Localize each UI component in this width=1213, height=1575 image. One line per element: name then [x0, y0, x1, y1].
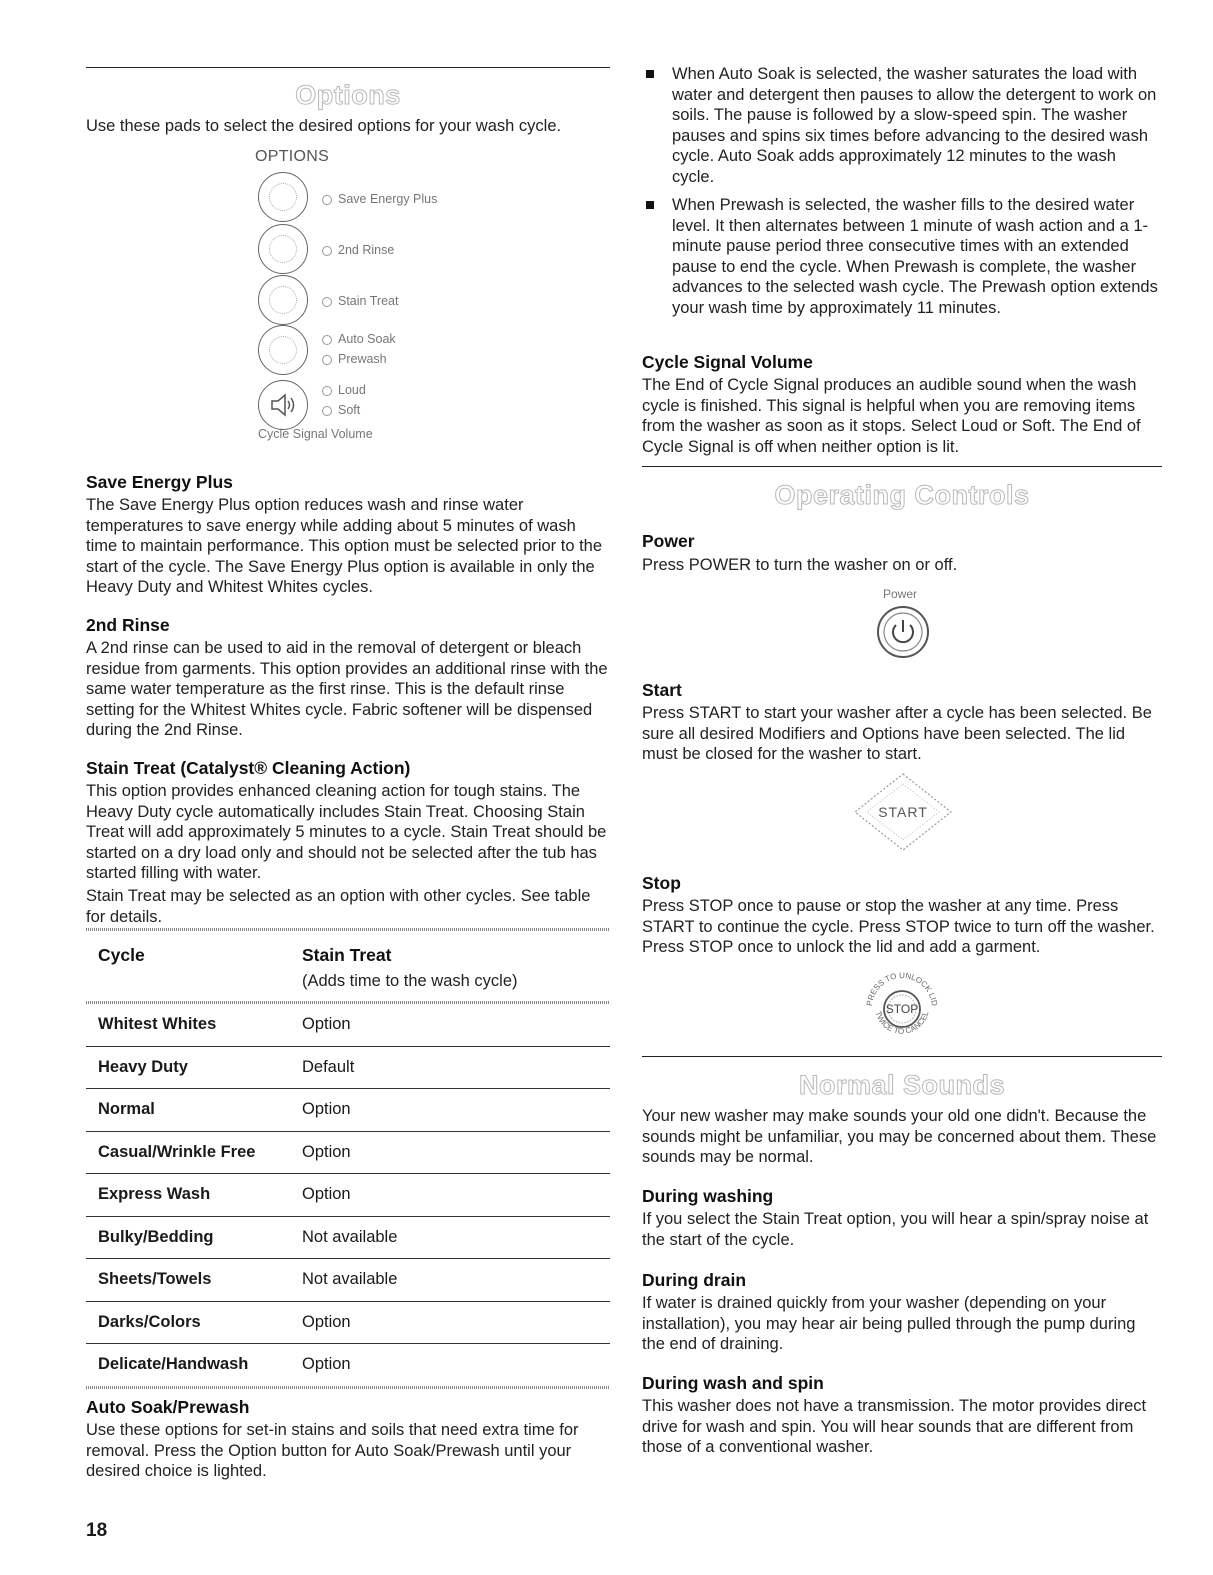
stain-treat-text: This option provides enhanced cleaning action for tough stains. The Heavy Duty cycle automatically includes Stain Treat. Choosing Stain Treat will add approximately 5 minutes to a cycle. Stain Treat should be started on a dry load only and should not be selected after the tub has started filling with water. — [86, 782, 607, 882]
normal-sounds-rule — [642, 1056, 1162, 1057]
save-energy-plus-label: Save Energy Plus — [322, 192, 437, 206]
stain-treat-cell: Option — [290, 1301, 610, 1344]
stain-treat-cell: Option — [290, 1089, 610, 1132]
panel-header: OPTIONS — [255, 148, 330, 165]
led-indicator — [322, 386, 332, 396]
table-row — [86, 1174, 610, 1217]
speaker-icon — [268, 392, 298, 418]
cycle-cell: Sheets/Towels — [86, 1259, 290, 1302]
option-bullets — [642, 64, 1162, 326]
led-indicator — [322, 406, 332, 416]
led-indicator — [322, 335, 332, 345]
table-col-stain-treat-sub: (Adds time to the wash cycle) — [302, 972, 518, 990]
during-washing-heading: During washing — [642, 1186, 774, 1206]
top-rule-left — [86, 67, 610, 68]
stain-treat-cell: Option — [290, 1131, 610, 1174]
auto-soak-label: Auto Soak — [322, 332, 396, 346]
normal-sounds-title: Normal Sounds — [798, 1070, 1006, 1100]
cycle-cell: Whitest Whites — [86, 1004, 290, 1046]
auto-soak-bullet: When Auto Soak is selected, the washer saturates the load with water and detergent then pauses to allow the detergent to work on soils. The pause is followed by a slow-speed spin. The washer pauses and spins six times before advancing to the desired wash cycle. Auto Soak adds approximately 12 minutes to the wash cycle. — [642, 64, 1162, 187]
normal-sounds-intro: Your new washer may make sounds your old one didn't. Because the sounds might be unfamiliar, you may be concerned about them. These sounds may be normal. — [642, 1107, 1157, 1166]
stain-treat-cell: Option — [290, 1174, 610, 1217]
start-heading: Start — [642, 680, 682, 700]
led-indicator — [322, 355, 332, 365]
stop-button[interactable] — [858, 964, 946, 1052]
save-energy-plus-button[interactable] — [258, 172, 308, 222]
power-text: Press POWER to turn the washer on or off. — [642, 556, 958, 574]
start-button[interactable] — [851, 772, 955, 852]
cycle-signal-heading: Cycle Signal Volume — [642, 352, 813, 372]
soft-label: Soft — [322, 403, 360, 417]
second-rinse-text: A 2nd rinse can be used to aid in the removal of detergent or bleach residue from garments. This option provides an additional rinse with the same water temperature as the first rinse. This is the default rinse setting for the Whitest Whites cycle. Fabric softener will be dispensed during the 2nd Rinse. — [86, 639, 608, 739]
second-rinse-heading: 2nd Rinse — [86, 615, 170, 635]
table-header — [86, 931, 610, 1001]
cycle-cell: Delicate/Handwash — [98, 1355, 249, 1374]
auto-soak-text: Use these options for set-in stains and soils that need extra time for removal. Press the Option button for Auto Soak/Prewash until your desired choice is lighted. — [86, 1421, 579, 1480]
stain-treat-label: Stain Treat — [322, 294, 398, 308]
cycle-signal-button[interactable] — [258, 380, 308, 430]
stop-text: Press STOP once to pause or stop the washer at any time. Press START to continue the cycle. Press STOP twice to turn off the washer. Press STOP once to unlock the lid and add a garment. — [642, 897, 1155, 956]
auto-soak-heading: Auto Soak/Prewash — [86, 1397, 250, 1417]
power-heading: Power — [642, 531, 695, 551]
during-drain-heading: During drain — [642, 1270, 747, 1290]
led-indicator — [322, 297, 332, 307]
prewash-bullet: When Prewash is selected, the washer fills to the desired water level. It then alternates between 1 minute of wash action and a 1-minute pause period three consecutive times with an extended pause to end the cycle. When Prewash is complete, the washer advances to the selected wash cycle. The Prewash option extends your wash time by approximately 11 minutes. — [642, 195, 1162, 318]
table-col-stain-treat: Stain Treat — [302, 945, 392, 965]
cycle-cell: Express Wash — [86, 1174, 290, 1217]
stain-treat-cell: Default — [290, 1046, 610, 1089]
table-row — [86, 1046, 610, 1089]
during-washing-text: If you select the Stain Treat option, you will hear a spin/spray noise at the start of the cycle. — [642, 1210, 1149, 1249]
panel-footer: Cycle Signal Volume — [258, 427, 373, 441]
page-number: 18 — [86, 1520, 108, 1541]
stop-heading: Stop — [642, 873, 681, 893]
loud-label: Loud — [322, 383, 366, 397]
stain-treat-cell: Option — [290, 1004, 610, 1046]
table-row — [86, 1089, 610, 1132]
table-bottom-rule — [86, 1386, 610, 1389]
prewash-label: Prewash — [322, 352, 387, 366]
save-energy-text: The Save Energy Plus option reduces wash and rinse water temperatures to save energy while adding about 5 minutes of wash time to maintain performance. This option must be selected prior to the start of the cycle. The Save Energy Plus option is available in only the Heavy Duty and Whitest Whites cycles. — [86, 496, 603, 596]
table-col-cycle: Cycle — [98, 945, 145, 965]
stop-button-label: STOP — [885, 1002, 919, 1016]
table-row — [86, 1004, 610, 1046]
table-row — [86, 1259, 610, 1302]
during-drain-text: If water is drained quickly from your washer (depending on your installation), you may hear air being pulled through the pump during the end of draining. — [642, 1294, 1136, 1353]
cycles-table — [86, 1004, 610, 1386]
table-row — [86, 1301, 610, 1344]
stain-treat-cell: Not available — [290, 1259, 610, 1302]
options-intro: Use these pads to select the desired options for your wash cycle. — [86, 117, 562, 135]
cycle-cell: Casual/Wrinkle Free — [86, 1131, 290, 1174]
operating-rule — [642, 466, 1162, 467]
cycle-cell: Bulky/Bedding — [86, 1216, 290, 1259]
table-row — [86, 1131, 610, 1174]
operating-controls-title: Operating Controls — [774, 480, 1030, 510]
table-row — [86, 1216, 610, 1259]
power-button[interactable] — [876, 605, 930, 659]
save-energy-heading: Save Energy Plus — [86, 472, 233, 492]
start-button-label: START — [878, 804, 928, 820]
auto-soak-prewash-button[interactable] — [258, 325, 308, 375]
cycle-cell: Heavy Duty — [86, 1046, 290, 1089]
cycle-cell: Darks/Colors — [86, 1301, 290, 1344]
stain-treat-cell: Option — [302, 1355, 351, 1374]
power-button-label: Power — [883, 587, 918, 601]
cycle-cell: Normal — [86, 1089, 290, 1132]
table-row — [86, 1344, 610, 1386]
second-rinse-button[interactable] — [258, 224, 308, 274]
led-indicator — [322, 246, 332, 256]
stop-ring-bottom-text: TWICE TO CANCEL — [873, 1010, 931, 1036]
start-text: Press START to start your washer after a cycle has been selected. Be sure all desired Modifiers and Options have been selected. The lid must be closed for the washer to start. — [642, 704, 1152, 763]
stain-treat-heading: Stain Treat (Catalyst® Cleaning Action) — [86, 758, 411, 778]
options-title: Options — [295, 80, 401, 110]
during-spin-text: This washer does not have a transmission. The motor provides direct drive for wash and spin. You will hear sounds that are different from those of a conventional washer. — [642, 1397, 1147, 1456]
stop-ring-top-text: PRESS TO UNLOCK LID — [865, 970, 940, 1007]
stain-treat-button[interactable] — [258, 275, 308, 325]
stain-treat-table — [86, 928, 610, 1389]
stain-treat-cell: Not available — [290, 1216, 610, 1259]
during-spin-heading: During wash and spin — [642, 1373, 824, 1393]
second-rinse-label: 2nd Rinse — [322, 243, 394, 257]
cycle-signal-text: The End of Cycle Signal produces an audible sound when the wash cycle is finished. This signal is helpful when you are removing items from the washer as soon as it stops. Select Loud or Soft. The End of Cycle Signal is off when neither option is lit. — [642, 376, 1141, 456]
stain-treat-table-note: Stain Treat may be selected as an option with other cycles. See table for details. — [86, 887, 591, 926]
power-icon — [876, 605, 930, 659]
led-indicator — [322, 195, 332, 205]
